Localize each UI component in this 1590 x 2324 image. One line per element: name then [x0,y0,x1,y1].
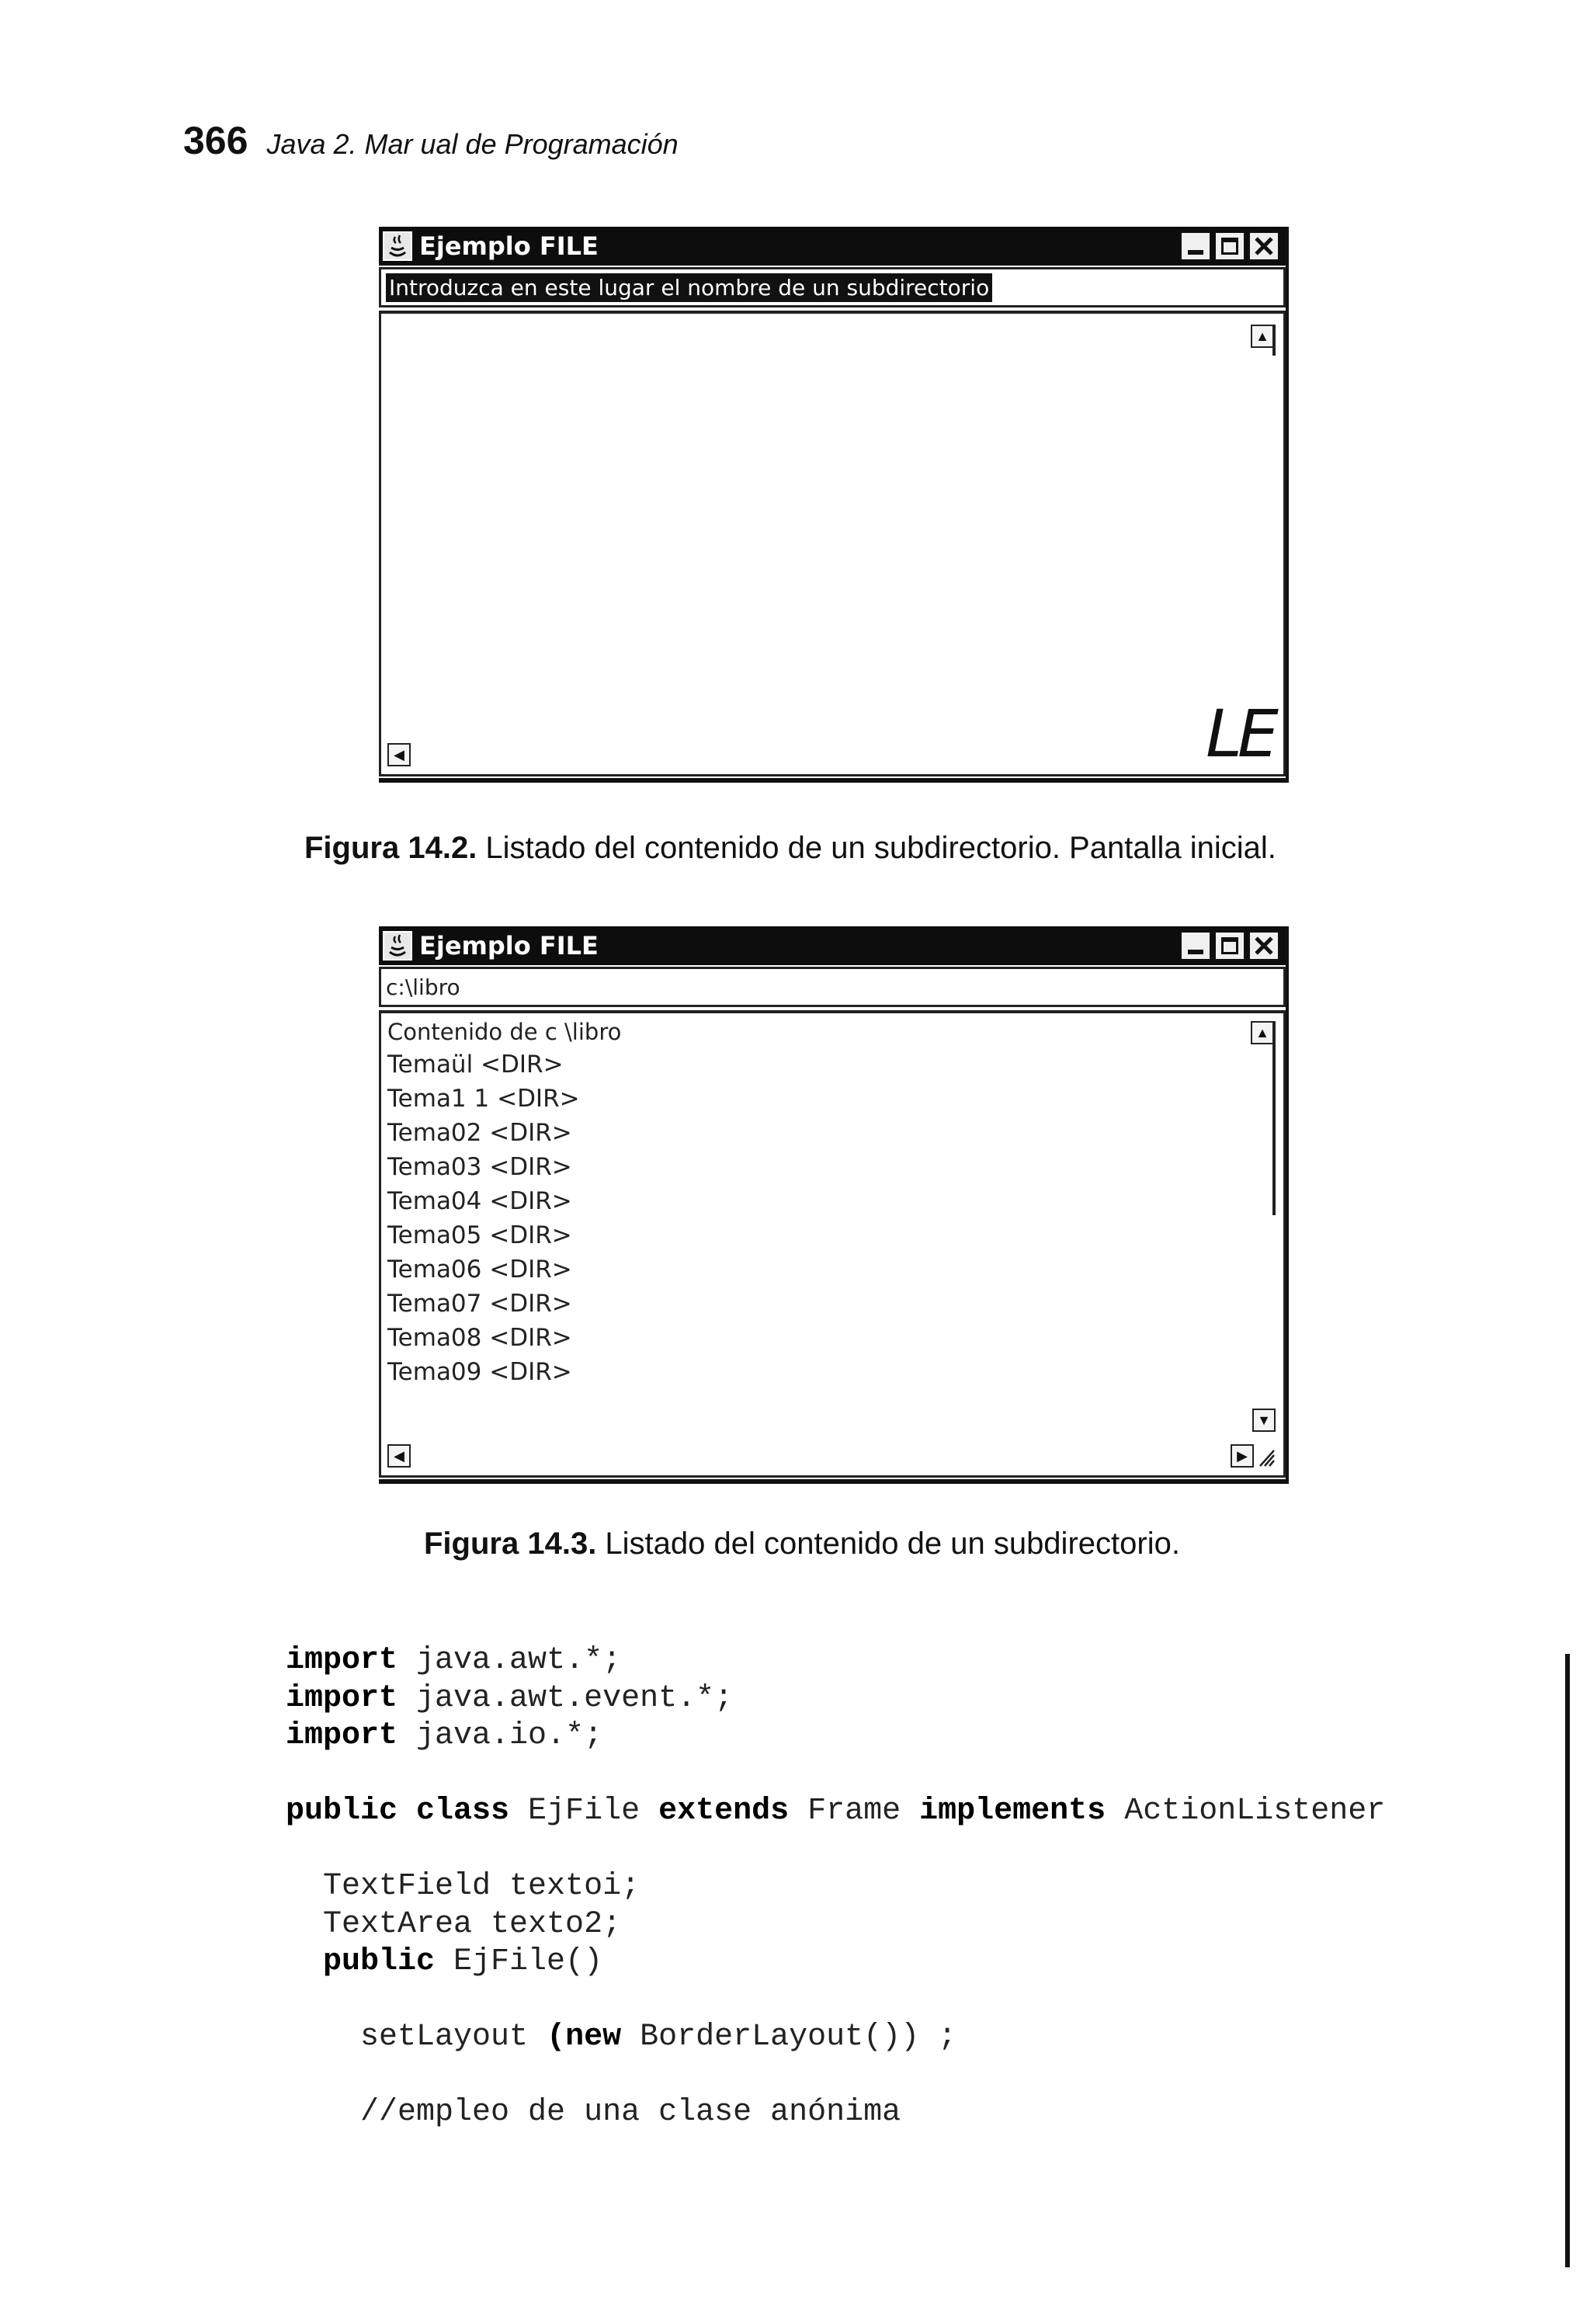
list-item: Tema1 1 <DIR> [387,1085,580,1113]
code-keyword: public [286,1944,436,1979]
java-app-icon [382,231,413,262]
scroll-up-arrow-icon[interactable]: ▲ [1251,325,1274,348]
caption-text: Listado del contenido de un subdirectorio. [596,1527,1180,1561]
resize-grip-icon[interactable] [1257,1447,1276,1468]
code-keyword: import [286,1680,398,1716]
figure-14-2-window [379,227,1289,783]
code-text: Frame [789,1794,920,1829]
book-title: Java 2. Mar ual de Programación [266,128,679,160]
code-text: BorderLayout()) ; [621,2020,957,2055]
scroll-down-arrow-icon[interactable]: ▼ [1252,1409,1276,1432]
code-line [286,1718,1385,1756]
code-comment: //empleo de una clase anónima [286,2095,901,2130]
listing-header: Contenido de c \libro [387,1019,622,1045]
code-text: EjFile [509,1794,659,1829]
scroll-up-arrow-icon[interactable]: ▲ [1251,1021,1274,1044]
list-item: Tema08 <DIR> [387,1324,572,1352]
code-keyword: import [286,1643,398,1678]
code-text: java.io.*; [398,1718,603,1753]
code-keyword: (new [547,2020,622,2055]
code-keyword: extends [658,1794,790,1829]
list-item: Tema06 <DIR> [387,1256,572,1284]
code-keyword: import [286,1718,398,1753]
corner-text: LE [1206,696,1274,772]
code-keyword: implements [919,1794,1106,1829]
list-item: Tema04 <DIR> [387,1187,572,1215]
code-line [286,1642,1385,1680]
list-item: Tema09 <DIR> [387,1358,572,1386]
maximize-button[interactable] [1214,231,1245,261]
page-number: 366 [183,119,248,162]
running-header [183,118,679,165]
list-item: Tema05 <DIR> [387,1221,572,1249]
java-app-icon [382,930,413,961]
code-text: setLayout [286,2020,547,2055]
minimize-button[interactable] [1180,231,1211,261]
margin-rule [1565,1654,1570,2267]
list-item: Tema07 <DIR> [387,1290,572,1318]
title-bar[interactable] [379,227,1286,266]
list-item: Tema03 <DIR> [387,1153,572,1181]
code-keyword: public class [286,1794,510,1829]
figure-14-3-window [379,926,1289,1484]
directory-input[interactable] [379,267,1286,307]
code-text: java.awt.event.*; [398,1680,734,1716]
code-text: EjFile() [435,1944,603,1979]
window-title: Ejemplo FILE [419,931,599,961]
directory-input-text: c:\libro [386,974,460,1000]
title-bar[interactable] [379,926,1286,965]
directory-input-text: Introduzca en este lugar el nombre de un subdirectorio [386,273,992,302]
listing-textarea[interactable] [379,1010,1286,1478]
maximize-button[interactable] [1214,931,1245,961]
directory-input[interactable] [379,967,1286,1007]
caption-label: Figura 14.3. [424,1527,597,1561]
code-line [286,1944,1385,1982]
listing-content [387,1016,621,1389]
figure-caption-14-3 [424,1527,1180,1561]
close-button[interactable] [1248,231,1279,261]
scroll-left-arrow-icon[interactable]: ◀ [387,1444,411,1468]
caption-text: Listado del contenido de un subdirectorio. Pantalla inicial. [477,831,1276,865]
code-line [286,2019,1385,2057]
scroll-left-arrow-icon[interactable]: ◀ [387,743,411,766]
figure-caption-14-2 [304,831,1276,866]
close-button[interactable] [1248,931,1279,961]
code-line: TextArea texto2; [286,1906,622,1942]
vertical-scrollbar[interactable] [1251,1021,1276,1215]
caption-label: Figura 14.2. [304,831,477,865]
code-line [286,1680,1385,1718]
code-line: TextField textoi; [286,1869,641,1904]
code-line [286,1793,1385,1831]
minimize-button[interactable] [1180,931,1211,961]
listing-textarea[interactable] [379,311,1286,776]
vertical-scrollbar[interactable] [1251,325,1276,356]
list-item: Temaül <DIR> [387,1051,564,1079]
window-title: Ejemplo FILE [419,231,599,261]
list-item: Tema02 <DIR> [387,1119,572,1147]
code-text: ActionListener [1106,1794,1386,1829]
code-listing [286,1642,1385,2132]
scroll-right-arrow-icon[interactable]: ▶ [1231,1444,1254,1468]
code-text: java.awt.*; [398,1643,622,1678]
